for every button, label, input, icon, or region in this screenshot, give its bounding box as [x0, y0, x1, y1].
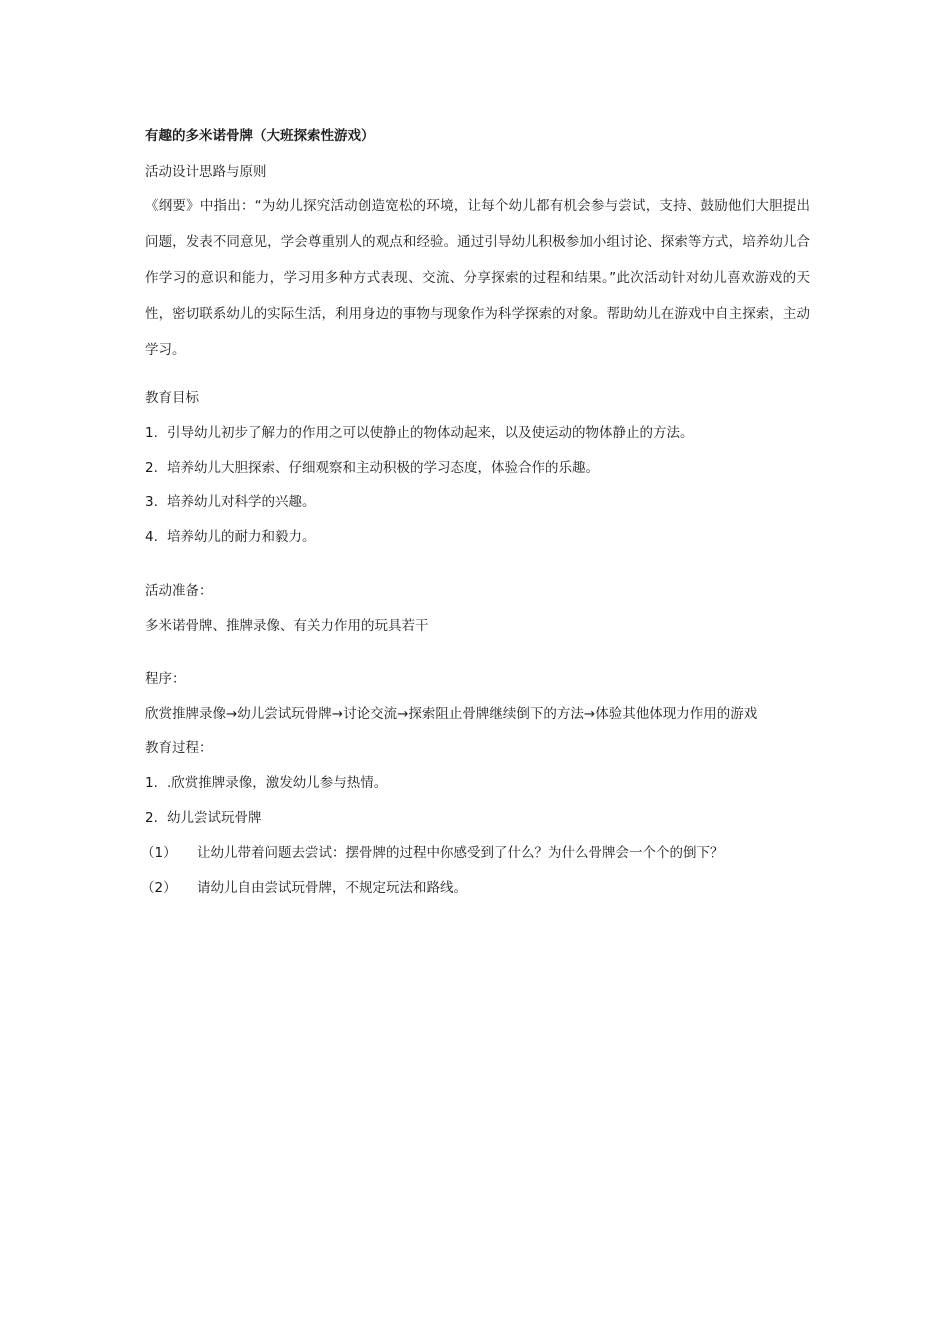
goal-text: 引导幼儿初步了解力的作用之可以使静止的物体动起来，以及使运动的物体静止的方法。 [167, 425, 694, 441]
goal-item [145, 525, 810, 549]
sub-step [141, 876, 806, 900]
goal-item [145, 456, 810, 480]
prep-text: 多米诺骨牌、推牌录像、有关力作用的玩具若干 [145, 618, 429, 634]
goal-text: 培养幼儿大胆探索、仔细观察和主动积极的学习态度，体验合作的乐趣。 [167, 460, 599, 476]
step-text: .欣赏推牌录像，激发幼儿参与热情。 [167, 775, 388, 791]
step-text: 幼儿尝试玩骨牌 [167, 810, 262, 826]
goals-heading: 教育目标 [145, 390, 199, 406]
process-step [145, 806, 810, 830]
design-paragraph: 《纲要》中指出：“为幼儿探究活动创造宽松的环境，让每个幼儿都有机会参与尝试，支持、鼓励他们大胆提出问题，发表不同意见，学会尊重别人的观点和经验。通过引导幼儿积极参加小组讨论、探索等方式，培养幼儿合作学习的意识和能力，学习用多种方式表现、交流、分享探索的过程和结果。”此次活动针对幼儿喜欢游戏的天性，密切联系幼儿的实际生活，利用身边的事物与现象作为科学探索的对象。帮助幼儿在游戏中自主探索，主动学习。 [145, 198, 810, 358]
step-number: 1. [145, 775, 158, 791]
process-heading: 教育过程： [145, 740, 213, 756]
sub-step-text: 请幼儿自由尝试玩骨牌，不规定玩法和路线。 [197, 880, 467, 896]
goal-number: 2. [145, 460, 158, 476]
design-heading: 活动设计思路与原则 [145, 164, 267, 180]
document-title: 有趣的多米诺骨牌（大班探索性游戏） [145, 128, 375, 144]
goal-number: 3. [145, 494, 158, 510]
goal-text: 培养幼儿对科学的兴趣。 [167, 494, 316, 510]
sub-step-number: （2） [141, 880, 177, 896]
goal-number: 1. [145, 425, 158, 441]
procedure-text: 欣赏推牌录像→幼儿尝试玩骨牌→讨论交流→探索阻止骨牌继续倒下的方法→体验其他体现力作用的游戏 [145, 706, 758, 722]
prep-heading: 活动准备： [145, 583, 213, 599]
sub-step-text: 让幼儿带着问题去尝试：摆骨牌的过程中你感受到了什么？为什么骨牌会一个个的倒下？ [197, 845, 724, 861]
process-step [145, 771, 810, 795]
step-number: 2. [145, 810, 158, 826]
sub-step-number: （1） [141, 845, 177, 861]
procedure-heading: 程序： [145, 671, 186, 687]
goal-item [145, 490, 810, 514]
goal-text: 培养幼儿的耐力和毅力。 [167, 529, 316, 545]
goal-item [145, 421, 810, 445]
sub-step [141, 841, 806, 865]
goal-number: 4. [145, 529, 158, 545]
